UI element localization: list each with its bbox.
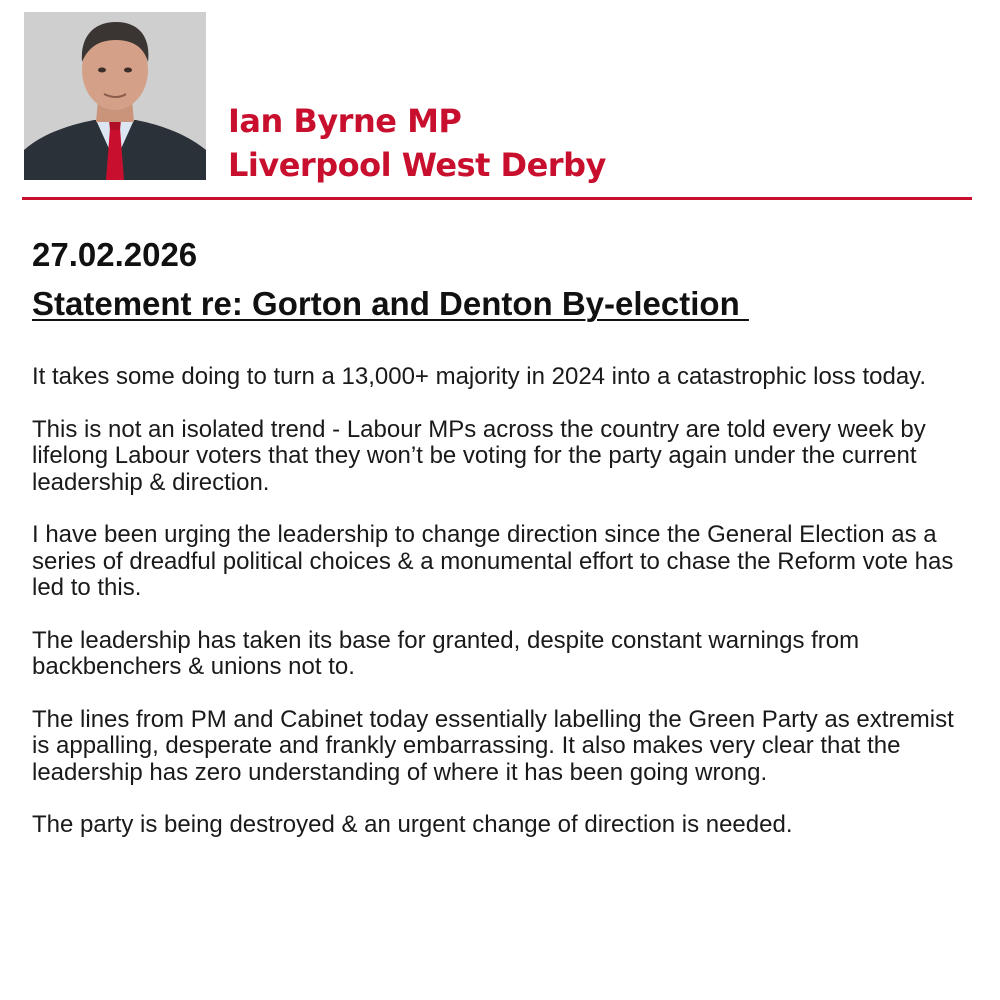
paragraph: This is not an isolated trend - Labour MPs across the country are told every week by lifelong Labour voters that they won’t be voting for the party again under the current leadership & direction. [32,415,926,496]
statement-body [32,364,962,865]
paragraph: The party is being destroyed & an urgent change of direction is needed. [32,811,793,838]
header-divider [22,197,972,200]
portrait-photo [24,12,206,180]
paragraph: The leadership has taken its base for granted, despite constant warnings from backbenchers & unions not to. [32,626,860,680]
statement-title: Statement re: Gorton and Denton By-election [32,285,749,322]
constituency-name: Liverpool West Derby [228,146,606,184]
statement-date: 27.02.2026 [32,236,198,273]
portrait-icon [24,12,206,180]
paragraph: It takes some doing to turn a 13,000+ majority in 2024 into a catastrophic loss today. [32,363,927,390]
paragraph: I have been urging the leadership to change direction since the General Election as a series of dreadful political choices & a monumental effort to chase the Reform vote has led to this. [32,521,954,601]
paragraph: The lines from PM and Cabinet today essentially labelling the Green Party as extremist is appalling, desperate and frankly embarrassing. It also makes very clear that the leadership has zero understanding of where it has been going wrong. [32,705,954,786]
letterhead [0,0,1000,200]
mp-name: Ian Byrne MP [228,102,462,140]
